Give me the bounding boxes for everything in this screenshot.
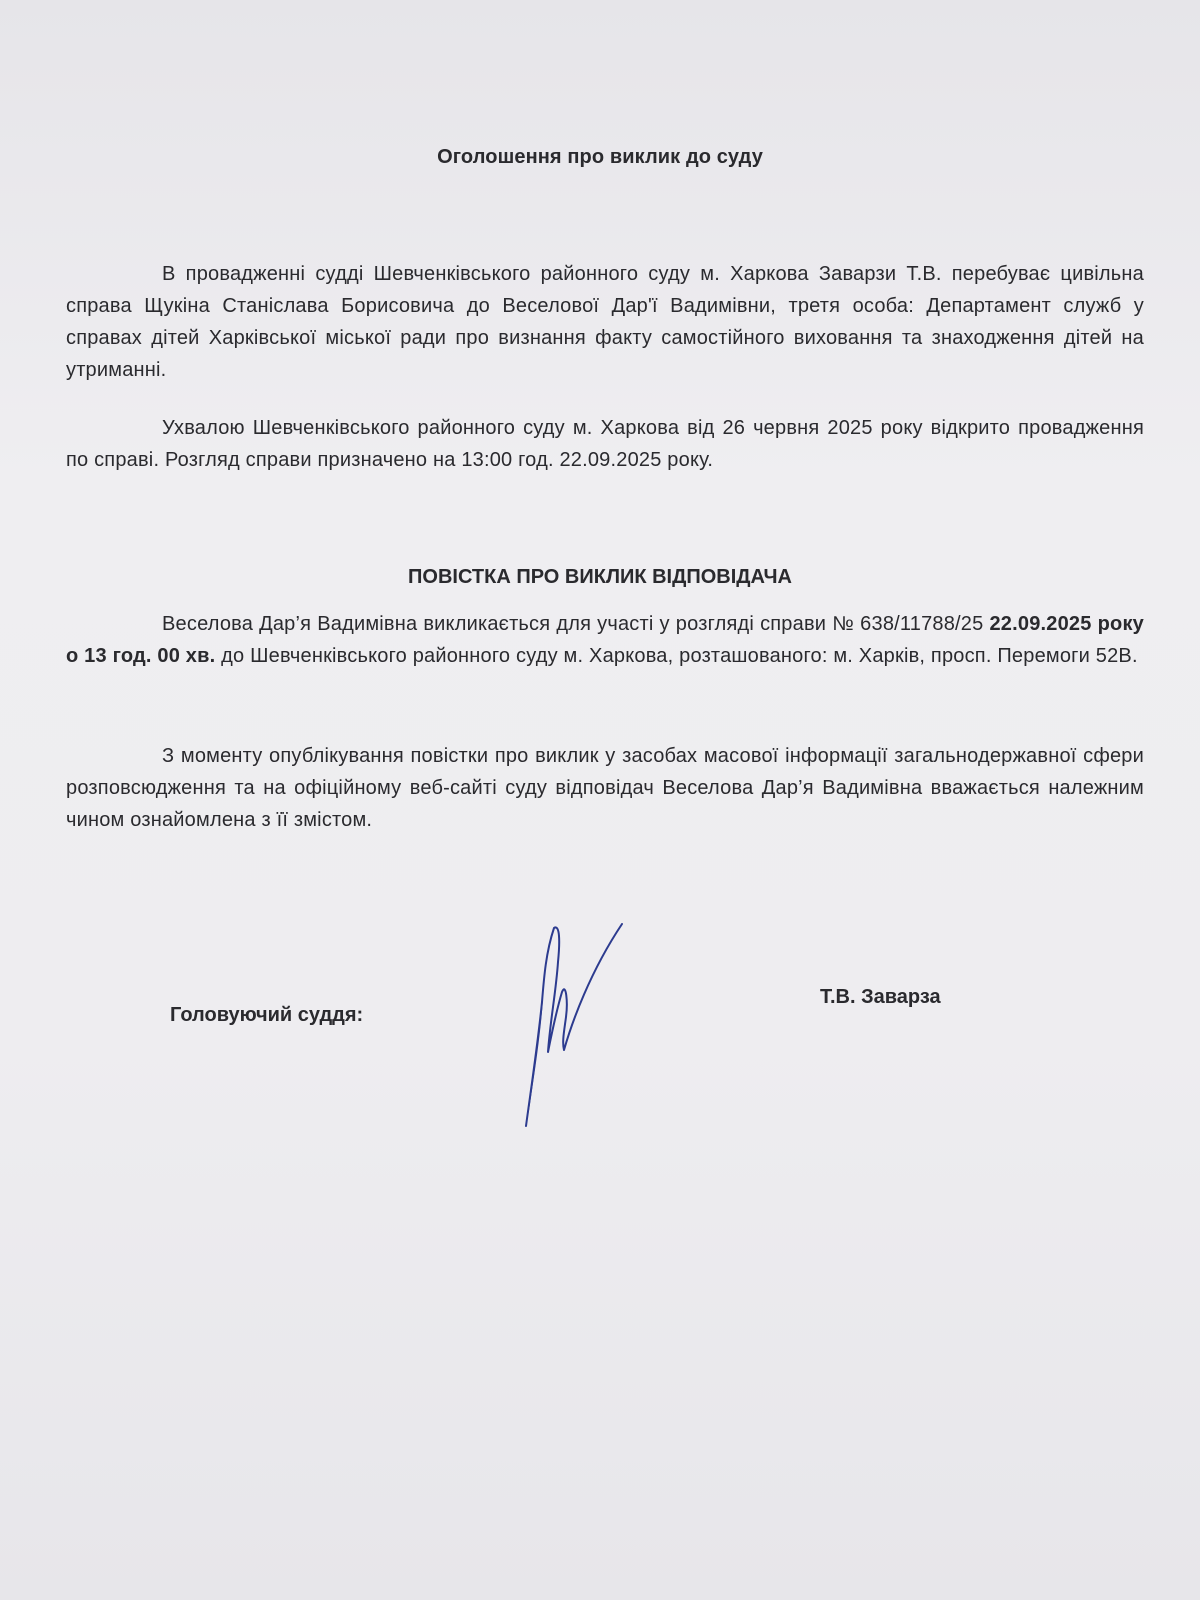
paragraph-court-ruling: Ухвалою Шевченківського районного суду м. Харкова від 26 червня 2025 року відкрито провадження по справі. Розгляд справи призначено на 13:00 год. 22.09.2025 року. <box>66 417 1144 471</box>
judge-signature <box>520 922 640 1134</box>
paragraph-publication-notice: З моменту опублікування повістки про виклик у засобах масової інформації загальнодержавної сфери розповсюдження та на офіційному веб-сайті суду відповідач Веселова Дар’я Вадимівна вважається належним чином ознайомлена з її змістом. <box>66 745 1144 831</box>
summons-text-end: до Шевченківського районного суду м. Харкова, розташованого: м. Харків, просп. Перемоги 52В. <box>215 645 1138 667</box>
summons-datetime: 22.09.2025 року о 13 год. 00 хв. <box>66 613 1144 667</box>
summons-title: ПОВІСТКА ПРО ВИКЛИК ВІДПОВІДАЧА <box>408 566 792 588</box>
paragraph-summons <box>66 608 1144 672</box>
judge-name: Т.В. Заварза <box>820 986 941 1008</box>
judge-label: Головуючий суддя: <box>170 1004 364 1026</box>
paragraph-case-description: В провадженні судді Шевченківського районного суду м. Харкова Заварзи Т.В. перебуває цивільна справа Щукіна Станіслава Борисовича до Веселової Дар'ї Вадимівни, третя особа: Департамент служб у справах дітей Харківської міської ради про визнання факту самостійного виховання та знаходження дітей на утриманні. <box>66 263 1144 381</box>
document-title: Оголошення про виклик до суду <box>437 146 763 168</box>
summons-text-start: Веселова Дар’я Вадимівна викликається для участі у розгляді справи № 638/11788/25 <box>162 613 990 635</box>
